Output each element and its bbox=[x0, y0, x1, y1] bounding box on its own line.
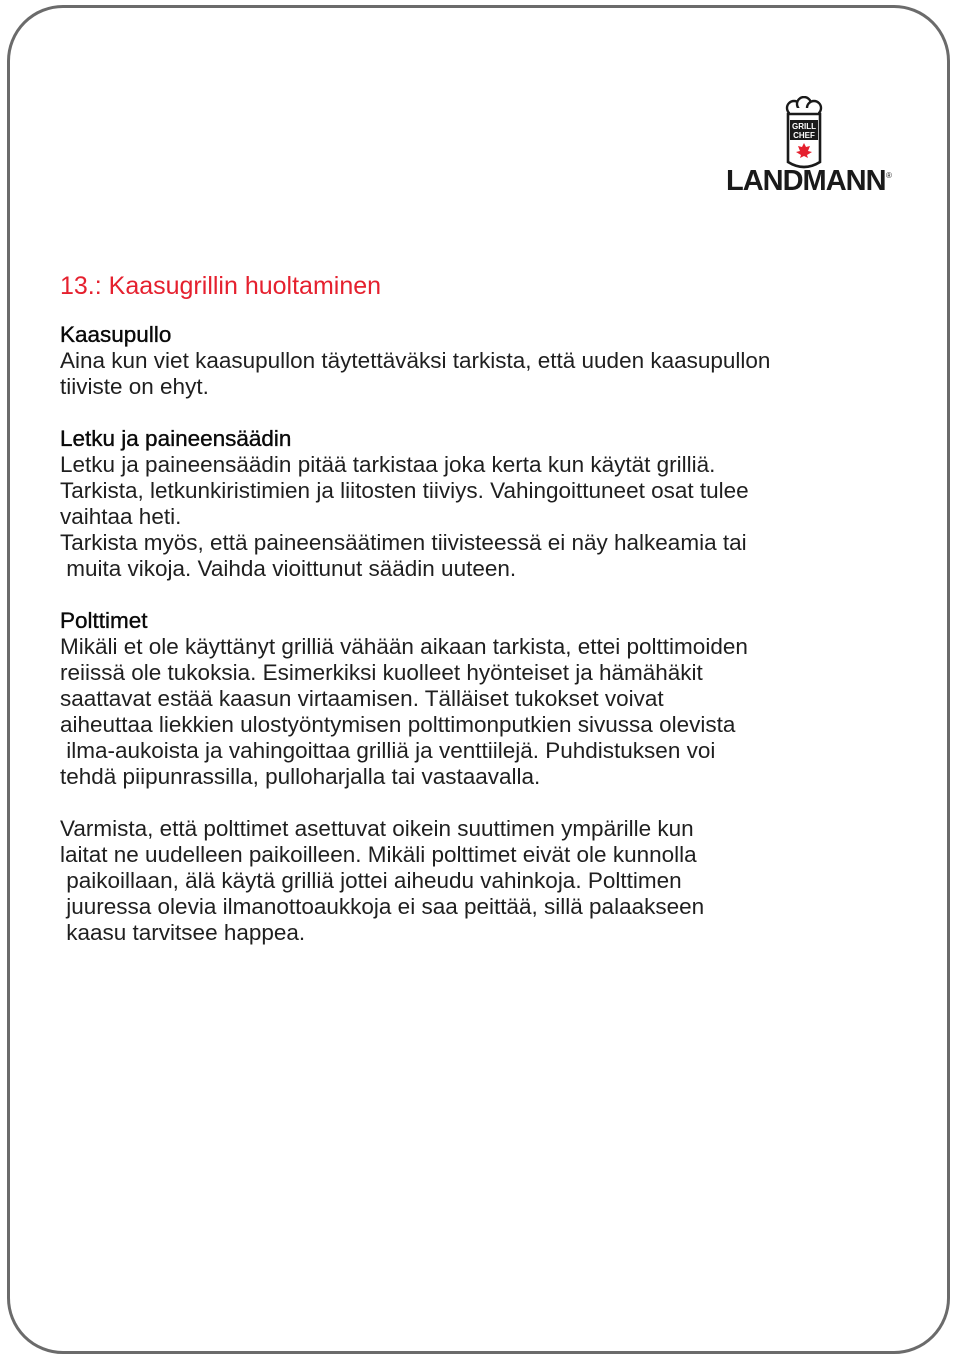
section-heading: Kaasupullo bbox=[60, 322, 172, 347]
section-polttimet bbox=[60, 608, 890, 790]
body-line: Letku ja paineensäädin pitää tarkistaa joka kerta kun käytät grilliä. bbox=[60, 452, 716, 477]
section-kaasupullo bbox=[60, 322, 890, 400]
body-line: Aina kun viet kaasupullon täytettäväksi tarkista, että uuden kaasupullon bbox=[60, 348, 771, 373]
chapter-title: 13.: Kaasugrillin huoltaminen bbox=[60, 272, 382, 300]
body-line: muita vikoja. Vaihda vioittunut säädin uuteen. bbox=[60, 556, 517, 581]
body-line: vaihtaa heti. bbox=[60, 504, 182, 529]
brand-wordmark: LANDMANN bbox=[726, 165, 886, 197]
body-line: juuressa olevia ilmanottoaukkoja ei saa peittää, sillä palaakseen bbox=[60, 894, 705, 919]
body-line: laitat ne uudelleen paikoilleen. Mikäli polttimet eivät ole kunnolla bbox=[60, 842, 697, 867]
section-heading: Polttimet bbox=[60, 608, 148, 633]
body-line: Mikäli et ole käyttänyt grilliä vähään aikaan tarkista, ettei polttimoiden bbox=[60, 634, 748, 659]
body-line: paikoillaan, älä käytä grilliä jottei aiheudu vahinkoja. Polttimen bbox=[60, 868, 682, 893]
section-letku bbox=[60, 426, 890, 582]
body-line: Varmista, että polttimet asettuvat oikein suuttimen ympärille kun bbox=[60, 816, 694, 841]
body-line: ilma-aukoista ja vahingoittaa grilliä ja venttiilejä. Puhdistuksen voi bbox=[60, 738, 716, 763]
section-polttimet-asennus bbox=[60, 816, 890, 946]
hat-text-line2: CHEF bbox=[793, 131, 815, 140]
body-line: Tarkista myös, että paineensäätimen tiivisteessä ei näy halkeamia tai bbox=[60, 530, 747, 555]
page-content bbox=[60, 270, 890, 972]
body-line: tiiviste on ehyt. bbox=[60, 374, 209, 399]
body-line: kaasu tarvitsee happea. bbox=[60, 920, 306, 945]
hat-text-line1: GRILL bbox=[792, 122, 816, 131]
registered-mark: ® bbox=[886, 171, 892, 180]
body-line: Tarkista, letkunkiristimien ja liitosten tiiviys. Vahingoittuneet osat tulee bbox=[60, 478, 749, 503]
body-line: aiheuttaa liekkien ulostyöntymisen polttimonputkien sivussa olevista bbox=[60, 712, 736, 737]
body-line: saattavat estää kaasun virtaamisen. Tälläiset tukokset voivat bbox=[60, 686, 664, 711]
section-heading: Letku ja paineensäädin bbox=[60, 426, 292, 451]
landmann-logo bbox=[724, 96, 894, 200]
body-line: tehdä piipunrassilla, pulloharjalla tai vastaavalla. bbox=[60, 764, 541, 789]
grill-chef-hat-icon bbox=[724, 96, 894, 200]
body-line: reiissä ole tukoksia. Esimerkiksi kuolleet hyönteiset ja hämähäkit bbox=[60, 660, 703, 685]
